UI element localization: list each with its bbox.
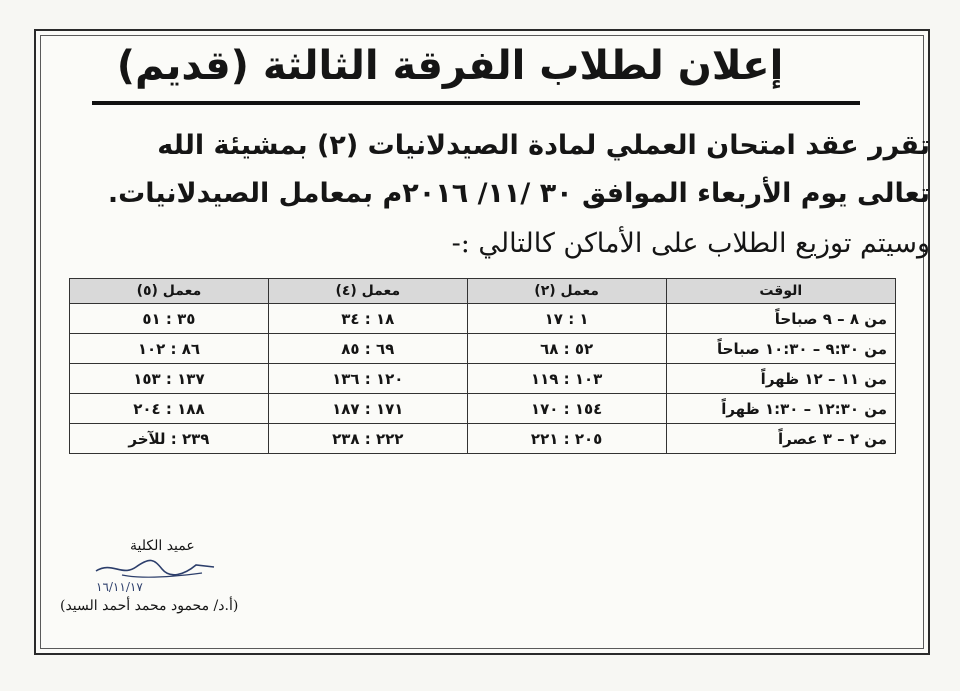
time-cell: من ١٢:٣٠ – ١:٣٠ ظهراً <box>666 394 895 424</box>
lab5-cell: ٢٣٩ : للآخر <box>70 424 269 454</box>
header-lab5: معمل (٥) <box>70 279 269 304</box>
lab4-cell: ١٨ : ٣٤ <box>268 304 467 334</box>
lab4-cell: ١٧١ : ١٨٧ <box>268 394 467 424</box>
announcement-line-2: تعالى يوم الأربعاء الموافق ٣٠ /١١/ ٢٠١٦م بمعامل الصيدلانيات. <box>107 178 930 209</box>
table-header-row <box>70 279 896 304</box>
lab2-cell: ٥٢ : ٦٨ <box>467 334 666 364</box>
lab2-cell: ٢٠٥ : ٢٢١ <box>467 424 666 454</box>
lab5-cell: ١٣٧ : ١٥٣ <box>70 364 269 394</box>
schedule-table <box>69 278 896 454</box>
signature-date: ١٦/١١/١٧ <box>96 580 143 594</box>
lab4-cell: ٢٢٢ : ٢٣٨ <box>268 424 467 454</box>
distribution-intro: وسيتم توزيع الطلاب على الأماكن كالتالي :- <box>451 228 930 259</box>
lab5-cell: ١٨٨ : ٢٠٤ <box>70 394 269 424</box>
lab4-cell: ١٢٠ : ١٣٦ <box>268 364 467 394</box>
header-lab4: معمل (٤) <box>268 279 467 304</box>
table-row <box>70 334 896 364</box>
lab2-cell: ١٠٣ : ١١٩ <box>467 364 666 394</box>
dean-title: عميد الكلية <box>130 538 195 554</box>
announcement-title: إعلان لطلاب الفرقة الثالثة (قديم) <box>116 43 784 89</box>
handwritten-signature <box>92 553 222 583</box>
time-cell: من ٨ – ٩ صباحاً <box>666 304 895 334</box>
lab5-cell: ٣٥ : ٥١ <box>70 304 269 334</box>
table-row <box>70 304 896 334</box>
lab2-cell: ١٥٤ : ١٧٠ <box>467 394 666 424</box>
header-time: الوقت <box>666 279 895 304</box>
header-lab2: معمل (٢) <box>467 279 666 304</box>
lab5-cell: ٨٦ : ١٠٢ <box>70 334 269 364</box>
table-row <box>70 364 896 394</box>
time-cell: من ٢ – ٣ عصراً <box>666 424 895 454</box>
dean-name: (أ.د/ محمود محمد أحمد السيد) <box>60 598 239 614</box>
table-row <box>70 424 896 454</box>
lab2-cell: ١ : ١٧ <box>467 304 666 334</box>
time-cell: من ١١ – ١٢ ظهراً <box>666 364 895 394</box>
time-cell: من ٩:٣٠ – ١٠:٣٠ صباحاً <box>666 334 895 364</box>
lab4-cell: ٦٩ : ٨٥ <box>268 334 467 364</box>
announcement-line-1: تقرر عقد امتحان العملي لمادة الصيدلانيات (٢) بمشيئة الله <box>157 130 930 161</box>
title-underline <box>92 101 860 105</box>
table-row <box>70 394 896 424</box>
